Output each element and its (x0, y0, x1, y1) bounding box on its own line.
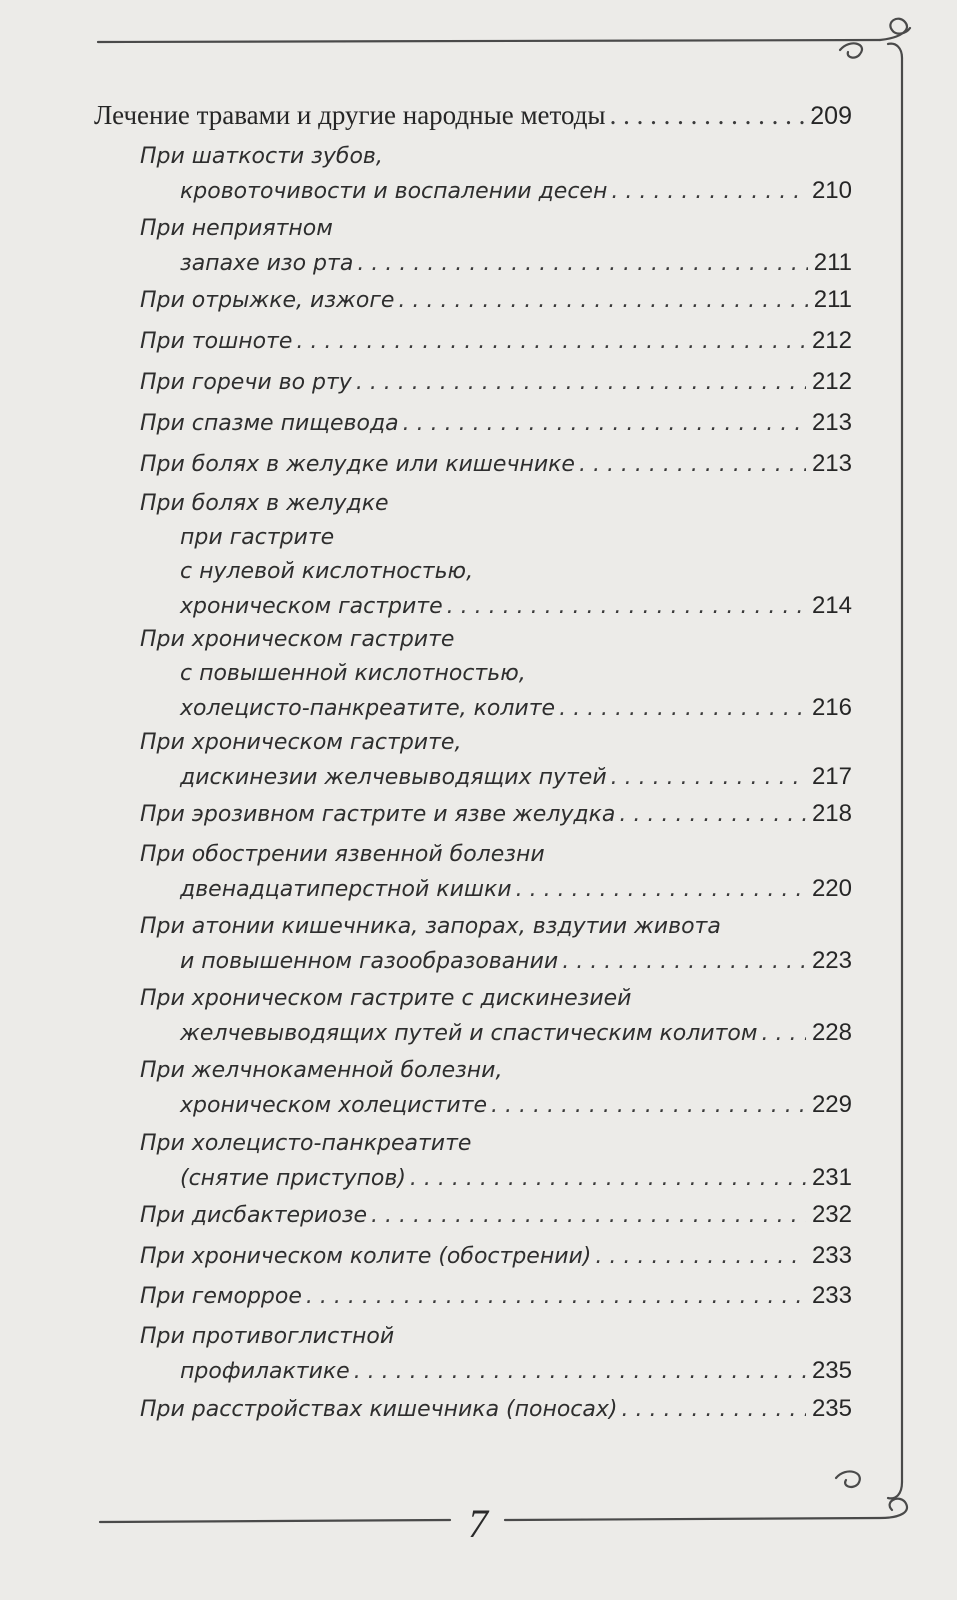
toc-entry-title: При эрозивном гастрите и язве желудка (140, 802, 616, 827)
dot-leader (562, 945, 806, 979)
toc-entry-line (140, 140, 383, 174)
toc-entry-title: При противоглистной (140, 1324, 395, 1349)
toc-page-number: 235 (811, 1357, 852, 1384)
toc-entry-last-line (140, 1392, 852, 1426)
toc-entry-line (140, 212, 333, 246)
dot-leader (595, 1240, 806, 1274)
dot-leader (398, 284, 807, 318)
toc-entry-line (140, 838, 545, 872)
toc-entry-last-line (180, 246, 852, 280)
toc-page-number: 213 (811, 409, 852, 436)
toc-entry-last-line (180, 174, 852, 208)
toc-entry-title: При расстройствах кишечника (поносах) (140, 1397, 618, 1422)
dot-leader (356, 366, 806, 400)
dot-leader (579, 448, 806, 482)
toc-entry-last-line (140, 365, 852, 399)
toc-page-number: 235 (811, 1395, 852, 1422)
toc-entry-title: При спазме пищевода (140, 411, 399, 436)
toc-page-number: 229 (811, 1091, 852, 1118)
dot-leader (610, 98, 805, 132)
toc-entry-last-line (180, 589, 852, 623)
toc-entry-last-line (140, 324, 852, 358)
toc-page-number: 232 (811, 1201, 852, 1228)
toc-entry-title: холецисто-панкреатите, колите (180, 696, 556, 721)
toc-entry-last-line (180, 944, 852, 978)
dot-leader (611, 761, 806, 795)
dot-leader (559, 692, 806, 726)
toc-entry-title: При холецисто-панкреатите (140, 1131, 472, 1156)
toc-entry-line (140, 982, 631, 1016)
toc-entry-line (180, 521, 334, 555)
toc-entry-title: При неприятном (140, 216, 333, 241)
dot-leader (619, 798, 806, 832)
toc-entry-title: и повышенном газообразовании (180, 949, 559, 974)
toc-entry-title: При тошноте (140, 329, 293, 354)
toc-page-number: 223 (811, 947, 852, 974)
toc-entry-line (140, 1320, 394, 1354)
toc-entry-last-line (180, 1016, 852, 1050)
toc-entry-title: При шаткости зубов, (140, 144, 383, 169)
toc-entry-line (140, 487, 389, 521)
toc-page-number: 209 (810, 102, 852, 130)
dot-leader (357, 247, 807, 281)
toc-entry-last-line (140, 1198, 852, 1232)
dot-leader (371, 1199, 806, 1233)
toc-entry-line (180, 555, 473, 589)
toc-entry-title: с повышенной кислотностью, (180, 661, 526, 686)
dot-leader (516, 873, 806, 907)
toc-page-number: 211 (813, 249, 852, 276)
toc-entry-title: (снятие приступов) (180, 1166, 406, 1191)
toc-entry-last-line (140, 1239, 852, 1273)
toc-entry-last-line (94, 98, 852, 132)
toc-entry-last-line (180, 1161, 852, 1195)
toc-entry-title: с нулевой кислотностью, (180, 559, 474, 584)
toc-entry-line (140, 726, 461, 760)
toc-page-number: 231 (811, 1164, 852, 1191)
toc-entry-title: При геморрое (140, 1284, 302, 1309)
dot-leader (447, 590, 806, 624)
toc-entry-title: дискинезии желчевыводящих путей (180, 765, 607, 790)
toc-entry-title: запахе изо рта (180, 251, 354, 276)
toc-entry-last-line (140, 1279, 852, 1313)
toc-entry-title: двенадцатиперстной кишки (180, 877, 512, 902)
toc-page-number: 213 (811, 450, 852, 477)
toc-page-number: 212 (811, 368, 852, 395)
toc-page-number: 216 (811, 694, 852, 721)
toc-entry-title: При хроническом гастрите (140, 627, 455, 652)
toc-entry-title: профилактике (180, 1359, 350, 1384)
toc-entry-last-line (180, 872, 852, 906)
toc-page-number: 217 (811, 763, 852, 790)
toc-entry-last-line (180, 691, 852, 725)
toc-entry-last-line (180, 1088, 852, 1122)
toc-entry-title: хроническом гастрите (180, 594, 443, 619)
toc-entry-last-line (140, 406, 852, 440)
dot-leader (403, 407, 806, 441)
toc-entry-title: желчевыводящих путей и спастическим колитом (180, 1021, 758, 1046)
toc-entry-line (180, 657, 526, 691)
toc-entry-title: При дисбактериозе (140, 1203, 368, 1228)
toc-entry-title: при гастрите (180, 525, 335, 550)
toc-entry-last-line (140, 797, 852, 831)
toc-entry-title: Лечение травами и другие народные методы (94, 100, 606, 130)
dot-leader (296, 325, 806, 359)
toc-entry-title: кровоточивости и воспалении десен (180, 179, 608, 204)
toc-entry-title: При хроническом гастрите, (140, 730, 462, 755)
toc-entry-title: При обострении язвенной болезни (140, 842, 545, 867)
toc-entry-title: При хроническом гастрите с дискинезией (140, 986, 632, 1011)
toc-entry-title: хроническом холецистите (180, 1093, 488, 1118)
toc-page-number: 214 (811, 592, 852, 619)
toc-entry-title: При хроническом колите (обострении) (140, 1244, 592, 1269)
page-number: 7 (468, 1501, 488, 1546)
dot-leader (761, 1017, 805, 1051)
toc-entry-line (140, 623, 454, 657)
dot-leader (491, 1089, 806, 1123)
toc-page-number: 212 (811, 327, 852, 354)
toc-entry-last-line (180, 1354, 852, 1388)
dot-leader (611, 175, 806, 209)
toc-entry-title: При горечи во рту (140, 370, 352, 395)
toc-page-number: 211 (813, 286, 852, 313)
dot-leader (306, 1280, 806, 1314)
toc-page-number: 233 (811, 1282, 852, 1309)
dot-leader (622, 1393, 806, 1427)
toc-entry-last-line (140, 447, 852, 481)
toc-entry-title: При атонии кишечника, запорах, вздутии живота (140, 914, 721, 939)
toc-entry-title: При болях в желудке или кишечнике (140, 452, 575, 477)
toc-entry-last-line (180, 760, 852, 794)
toc-entry-last-line (140, 283, 852, 317)
toc-entry-line (140, 910, 721, 944)
toc-entry-title: При желчнокаменной болезни, (140, 1058, 503, 1083)
toc-entry-title: При отрыжке, изжоге (140, 288, 395, 313)
toc-entry-title: При болях в желудке (140, 491, 389, 516)
dot-leader (354, 1355, 806, 1389)
toc-page-number: 220 (811, 875, 852, 902)
toc-page-number: 228 (811, 1019, 852, 1046)
toc-entry-line (140, 1127, 471, 1161)
toc-page-number: 218 (811, 800, 852, 827)
toc-page-number: 210 (811, 177, 852, 204)
dot-leader (410, 1162, 806, 1196)
toc-entry-line (140, 1054, 502, 1088)
toc-page-number: 233 (811, 1242, 852, 1269)
